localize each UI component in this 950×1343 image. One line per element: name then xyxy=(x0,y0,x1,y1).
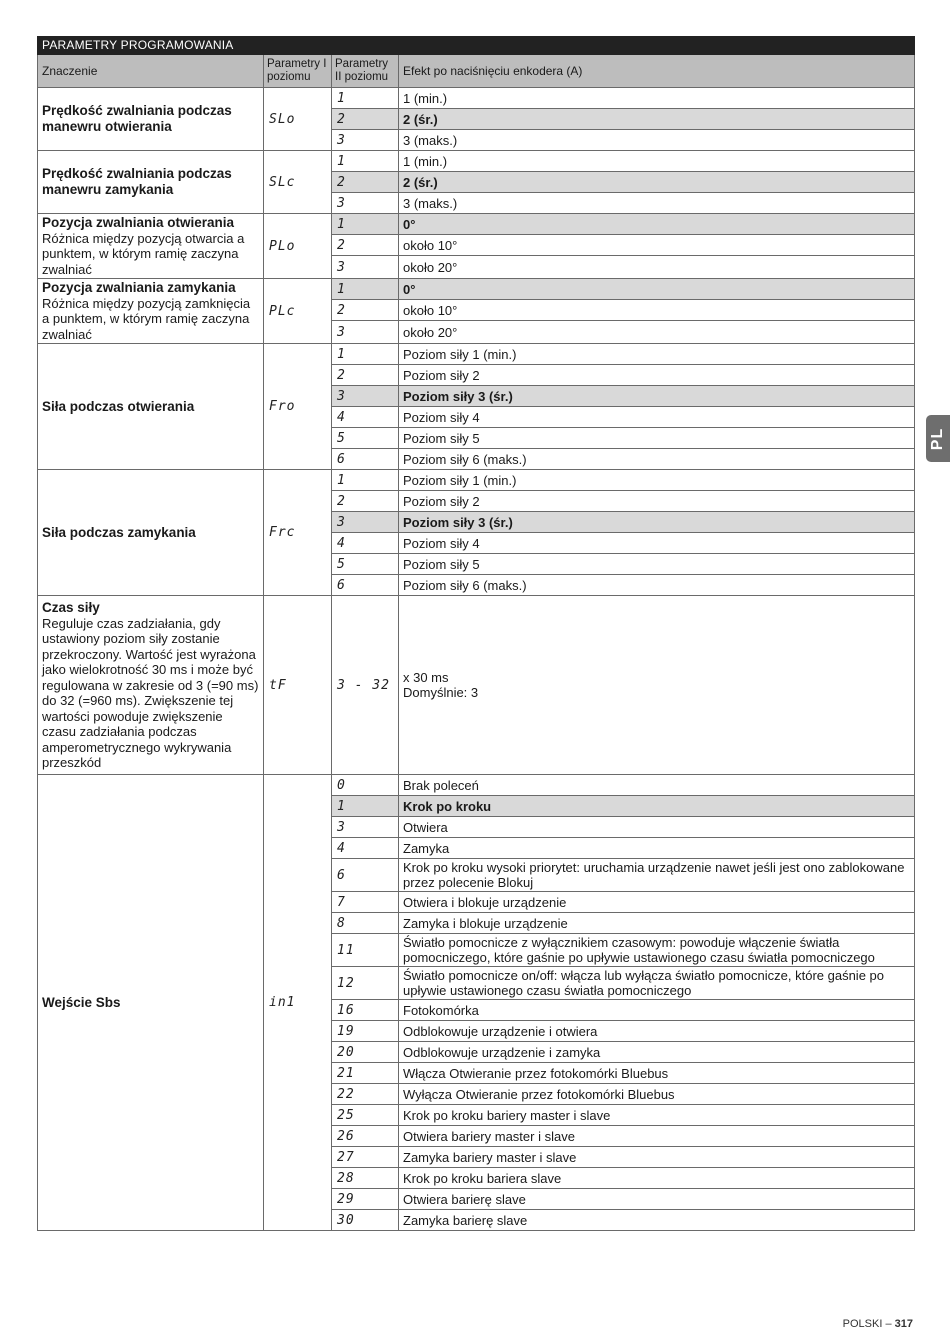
effect-text: Poziom siły 1 (min.) xyxy=(403,472,517,488)
table-header-row xyxy=(38,55,915,88)
level2-value: 4 xyxy=(332,533,399,554)
effect-cell xyxy=(399,172,915,193)
level2-value: 1 xyxy=(332,796,399,817)
level1-code: tF xyxy=(264,596,332,775)
level1-code: Frc xyxy=(264,470,332,596)
effect-text: Poziom siły 3 (śr.) xyxy=(403,388,513,404)
level2-value: 6 xyxy=(332,575,399,596)
parameter-name-cell xyxy=(38,151,264,214)
level2-value: 2 xyxy=(332,172,399,193)
level2-value: 3 - 32 xyxy=(332,596,399,775)
effect-text: około 20° xyxy=(403,324,458,340)
effect-cell xyxy=(399,151,915,172)
parameter-description: Różnica między pozycją otwarcia a punktem, w którym ramię zaczyna zwalniać xyxy=(42,230,245,277)
effect-cell xyxy=(399,256,915,279)
effect-text: Krok po kroku bariera slave xyxy=(403,1170,562,1186)
parameter-name-cell xyxy=(38,279,264,344)
table-row xyxy=(38,279,915,300)
parameter-name: Czas siły xyxy=(42,599,100,615)
level2-value: 28 xyxy=(332,1168,399,1189)
parameter-name: Prędkość zwalniania podczas manewru otwierania xyxy=(42,103,232,134)
parameter-description: Reguluje czas zadziałania, gdy ustawiony poziom siły zostanie przekroczony. Wartość jest wyrażona jako wielokrotność 30 ms i może być regulowana w zakresie od 3 (=90 ms) do 32 (=960 ms). Zwiększenie tej wartości powoduje zwiększenie czasu zadziałania podczas amperometrycznego wykrywania przeszkód xyxy=(42,615,259,770)
effect-text: 0° xyxy=(403,281,416,297)
parameter-name: Wejście Sbs xyxy=(42,994,121,1010)
parameters-table xyxy=(37,36,915,1231)
effect-cell xyxy=(399,892,915,913)
effect-text: Poziom siły 6 (maks.) xyxy=(403,451,527,467)
level1-code: Fro xyxy=(264,344,332,470)
level1-code: SLo xyxy=(264,88,332,151)
level2-value: 20 xyxy=(332,1042,399,1063)
effect-text: około 20° xyxy=(403,259,458,275)
effect-cell xyxy=(399,130,915,151)
parameter-name: Prędkość zwalniania podczas manewru zamykania xyxy=(42,166,232,197)
effect-text: Poziom siły 6 (maks.) xyxy=(403,577,527,593)
level2-value: 26 xyxy=(332,1126,399,1147)
effect-cell xyxy=(399,596,915,775)
header-effect: Efekt po naciśnięciu enkodera (A) xyxy=(399,55,915,88)
effect-cell xyxy=(399,1189,915,1210)
parameter-name: Pozycja zwalniania otwierania xyxy=(42,214,235,230)
effect-cell xyxy=(399,365,915,386)
effect-cell xyxy=(399,386,915,407)
level2-value: 6 xyxy=(332,859,399,892)
level2-value: 1 xyxy=(332,279,399,300)
parameter-name-cell xyxy=(38,214,264,279)
parameter-name: Siła podczas zamykania xyxy=(42,524,196,540)
effect-text: Otwiera i blokuje urządzenie xyxy=(403,894,567,910)
effect-cell xyxy=(399,428,915,449)
level2-value: 3 xyxy=(332,193,399,214)
level1-code: in1 xyxy=(264,775,332,1231)
table-row xyxy=(38,775,915,796)
level2-value: 7 xyxy=(332,892,399,913)
effect-cell xyxy=(399,1021,915,1042)
level2-value: 3 xyxy=(332,321,399,344)
effect-text: Poziom siły 5 xyxy=(403,430,480,446)
effect-cell xyxy=(399,1063,915,1084)
effect-text: Poziom siły 3 (śr.) xyxy=(403,514,513,530)
effect-cell xyxy=(399,1210,915,1231)
level2-value: 2 xyxy=(332,491,399,512)
page-number: 317 xyxy=(894,1318,913,1330)
table-row xyxy=(38,88,915,109)
effect-cell xyxy=(399,554,915,575)
parameter-name-cell xyxy=(38,344,264,470)
effect-text: 3 (maks.) xyxy=(403,132,458,148)
level2-value: 1 xyxy=(332,151,399,172)
effect-text: 1 (min.) xyxy=(403,90,448,106)
level2-value: 27 xyxy=(332,1147,399,1168)
effect-cell xyxy=(399,1105,915,1126)
level2-value: 4 xyxy=(332,407,399,428)
header-level1: Parametry I poziomu xyxy=(264,55,332,88)
level2-value: 3 xyxy=(332,512,399,533)
level2-value: 1 xyxy=(332,214,399,235)
parameter-name: Pozycja zwalniania zamykania xyxy=(42,279,236,295)
table-title-row xyxy=(38,37,915,55)
level2-value: 3 xyxy=(332,817,399,838)
effect-text: Poziom siły 4 xyxy=(403,535,480,551)
effect-text: 2 (śr.) xyxy=(403,174,438,190)
effect-text: Poziom siły 2 xyxy=(403,493,480,509)
footer-language: POLSKI xyxy=(842,1318,883,1330)
level2-value: 1 xyxy=(332,88,399,109)
effect-cell xyxy=(399,407,915,428)
effect-cell xyxy=(399,913,915,934)
level2-value: 1 xyxy=(332,470,399,491)
parameter-name-cell xyxy=(38,470,264,596)
effect-text: Poziom siły 4 xyxy=(403,409,480,425)
level2-value: 21 xyxy=(332,1063,399,1084)
parameter-name-cell xyxy=(38,596,264,775)
effect-cell xyxy=(399,449,915,470)
effect-text: około 10° xyxy=(403,237,458,253)
level2-value: 2 xyxy=(332,300,399,321)
level2-value: 16 xyxy=(332,1000,399,1021)
table-row xyxy=(38,596,915,775)
effect-cell xyxy=(399,817,915,838)
level2-value: 12 xyxy=(332,967,399,1000)
effect-text: Krok po kroku xyxy=(403,798,492,814)
effect-text: Otwiera barierę slave xyxy=(403,1191,526,1207)
level2-value: 5 xyxy=(332,428,399,449)
level2-value: 3 xyxy=(332,130,399,151)
language-tab xyxy=(926,415,950,462)
effect-cell xyxy=(399,859,915,892)
level2-value: 29 xyxy=(332,1189,399,1210)
footer-separator: – xyxy=(885,1318,892,1330)
effect-cell xyxy=(399,512,915,533)
effect-cell xyxy=(399,533,915,554)
effect-cell xyxy=(399,796,915,817)
table-row xyxy=(38,344,915,365)
effect-cell xyxy=(399,934,915,967)
parameter-name-cell xyxy=(38,88,264,151)
level2-value: 19 xyxy=(332,1021,399,1042)
level2-value: 5 xyxy=(332,554,399,575)
effect-cell xyxy=(399,838,915,859)
effect-text: Włącza Otwieranie przez fotokomórki Bluebus xyxy=(403,1065,669,1081)
effect-text: Otwiera xyxy=(403,819,448,835)
effect-text: Odblokowuje urządzenie i zamyka xyxy=(403,1044,601,1060)
effect-text: 1 (min.) xyxy=(403,153,448,169)
parameter-name-cell xyxy=(38,775,264,1231)
effect-cell xyxy=(399,214,915,235)
page-footer xyxy=(843,1318,913,1330)
effect-cell xyxy=(399,279,915,300)
header-level2: Parametry II poziomu xyxy=(332,55,399,88)
table-row xyxy=(38,151,915,172)
effect-cell xyxy=(399,491,915,512)
header-meaning: Znaczenie xyxy=(38,55,264,88)
level2-value: 4 xyxy=(332,838,399,859)
level2-value: 2 xyxy=(332,235,399,256)
effect-text: Poziom siły 5 xyxy=(403,556,480,572)
level2-value: 6 xyxy=(332,449,399,470)
effect-cell xyxy=(399,1042,915,1063)
parameter-description: Różnica między pozycją zamknięcia a punktem, w którym ramię zaczyna zwalniać xyxy=(42,295,251,342)
level2-value: 8 xyxy=(332,913,399,934)
effect-text: Fotokomórka xyxy=(403,1002,479,1018)
effect-text: Światło pomocnicze z wyłącznikiem czasowym: powoduje włączenie światła pomocniczego, które gaśnie po upływie ustawionego czasu światła pomocniczego xyxy=(403,935,875,965)
effect-cell xyxy=(399,109,915,130)
effect-text: Zamyka xyxy=(403,840,450,856)
effect-text: Poziom siły 2 xyxy=(403,367,480,383)
effect-text: Otwiera bariery master i slave xyxy=(403,1128,575,1144)
effect-cell xyxy=(399,193,915,214)
effect-text: x 30 ms xyxy=(403,670,449,685)
level1-code: PLc xyxy=(264,279,332,344)
effect-cell xyxy=(399,88,915,109)
level2-value: 2 xyxy=(332,109,399,130)
table-title: PARAMETRY PROGRAMOWANIA xyxy=(38,37,915,55)
effect-text: około 10° xyxy=(403,302,458,318)
language-tab-label: PL xyxy=(928,427,946,450)
effect-cell xyxy=(399,1168,915,1189)
level2-value: 11 xyxy=(332,934,399,967)
effect-cell xyxy=(399,1126,915,1147)
effect-text: Odblokowuje urządzenie i otwiera xyxy=(403,1023,598,1039)
effect-cell xyxy=(399,300,915,321)
effect-text: Światło pomocnicze on/off: włącza lub wyłącza światło pomocnicze, które gaśnie po upływie ustawionego czasu światła pomocniczego xyxy=(403,968,884,998)
level2-value: 22 xyxy=(332,1084,399,1105)
effect-text: 0° xyxy=(403,216,416,232)
effect-text: Krok po kroku bariery master i slave xyxy=(403,1107,611,1123)
effect-cell xyxy=(399,575,915,596)
level1-code: SLc xyxy=(264,151,332,214)
level1-code: PLo xyxy=(264,214,332,279)
effect-cell xyxy=(399,344,915,365)
effect-text-default: Domyślnie: 3 xyxy=(403,685,479,700)
effect-cell xyxy=(399,775,915,796)
effect-cell xyxy=(399,470,915,491)
level2-value: 3 xyxy=(332,386,399,407)
effect-text: Wyłącza Otwieranie przez fotokomórki Bluebus xyxy=(403,1086,675,1102)
effect-text: Brak poleceń xyxy=(403,777,479,793)
effect-cell xyxy=(399,1084,915,1105)
parameter-name: Siła podczas otwierania xyxy=(42,398,195,414)
table-row xyxy=(38,214,915,235)
effect-cell xyxy=(399,1147,915,1168)
effect-text: Poziom siły 1 (min.) xyxy=(403,346,517,362)
level2-value: 1 xyxy=(332,344,399,365)
effect-cell xyxy=(399,1000,915,1021)
level2-value: 0 xyxy=(332,775,399,796)
effect-text: Zamyka i blokuje urządzenie xyxy=(403,915,568,931)
effect-text: Zamyka barierę slave xyxy=(403,1212,528,1228)
effect-text: Zamyka bariery master i slave xyxy=(403,1149,577,1165)
effect-text: 2 (śr.) xyxy=(403,111,438,127)
level2-value: 2 xyxy=(332,365,399,386)
effect-cell xyxy=(399,235,915,256)
effect-text: 3 (maks.) xyxy=(403,195,458,211)
effect-cell xyxy=(399,967,915,1000)
level2-value: 25 xyxy=(332,1105,399,1126)
level2-value: 30 xyxy=(332,1210,399,1231)
effect-cell xyxy=(399,321,915,344)
level2-value: 3 xyxy=(332,256,399,279)
table-row xyxy=(38,470,915,491)
effect-text: Krok po kroku wysoki priorytet: uruchamia urządzenie nawet jeśli jest ono zablokowane przez polecenie Blokuj xyxy=(403,860,905,890)
